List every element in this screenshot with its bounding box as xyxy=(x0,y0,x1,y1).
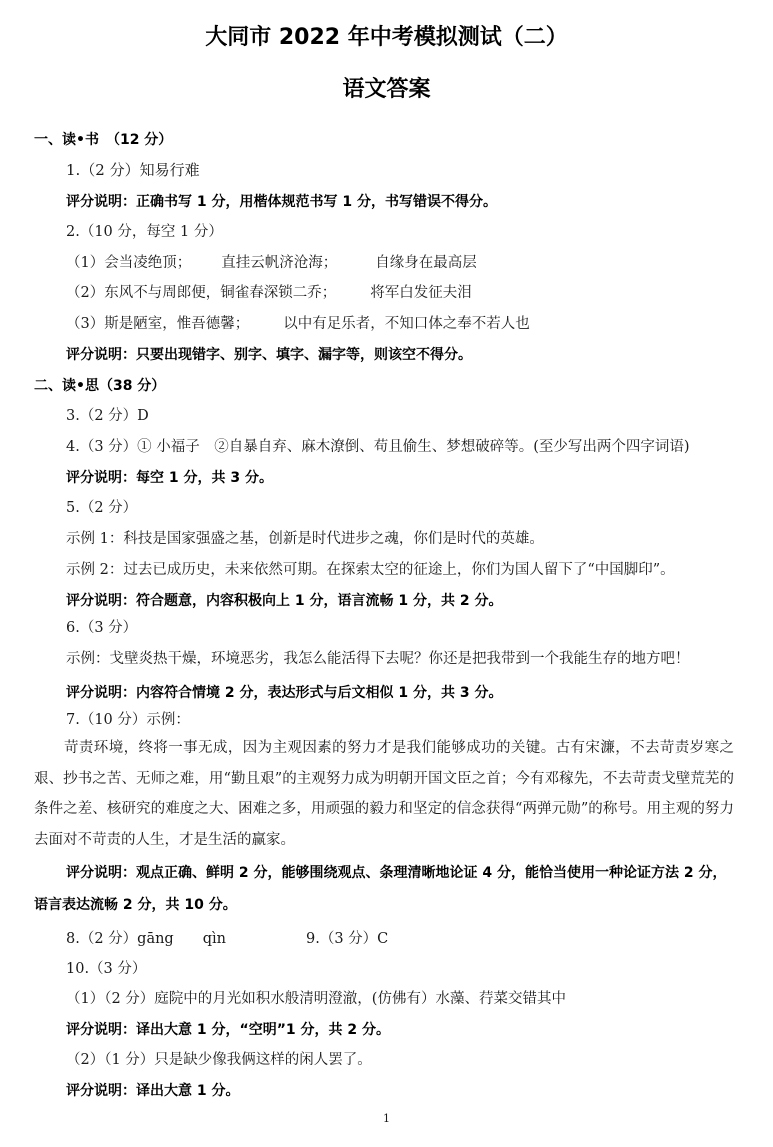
q2-1-blank-b: 直挂云帆济沧海； xyxy=(221,255,338,271)
q3-answer: 3.（2 分）D xyxy=(66,408,149,424)
q5-scoring-note: 评分说明：符合题意，内容积极向上 1 分，语言流畅 1 分，共 2 分。 xyxy=(66,593,503,609)
q10-part-1-scoring-note: 评分说明：译出大意 1 分，“空明”1 分，共 2 分。 xyxy=(66,1022,390,1038)
q6-scoring-note: 评分说明：内容符合情境 2 分，表达形式与后文相似 1 分，共 3 分。 xyxy=(66,685,503,701)
q5-example-2: 示例 2：过去已成历史，未来依然可期。在探索太空的征途上，你们为国人留下了“中国脚印”。 xyxy=(66,562,675,578)
q8-answer: 8.（2 分）gāng qìn xyxy=(66,931,226,947)
q2-line-1 xyxy=(66,253,477,273)
q2-scoring-note: 评分说明：只要出现错字、别字、填字、漏字等，则该空不得分。 xyxy=(66,347,472,363)
q8-q9-row xyxy=(66,929,388,949)
q5-header: 5.（2 分） xyxy=(66,500,138,516)
q2-line-2 xyxy=(66,283,472,303)
q9-answer: 9.（3 分）C xyxy=(305,931,389,947)
q2-1-blank-c: 自缘身在最高层 xyxy=(375,255,477,271)
page-subtitle: 语文答案 xyxy=(342,77,431,102)
page-number: 1 xyxy=(383,1112,390,1125)
q10-part-2-scoring-note: 评分说明：译出大意 1 分。 xyxy=(66,1083,240,1099)
q4-scoring-note: 评分说明：每空 1 分，共 3 分。 xyxy=(66,470,273,486)
q2-1-blank-a: （1）会当凌绝顶； xyxy=(66,255,192,271)
q2-2-blank-b: 将军白发征夫泪 xyxy=(370,285,472,301)
q5-example-1: 示例 1：科技是国家强盛之基，创新是时代进步之魂，你们是时代的英雄。 xyxy=(66,531,544,547)
q1-scoring-note: 评分说明：正确书写 1 分，用楷体规范书写 1 分，书写错误不得分。 xyxy=(66,194,497,210)
q10-header: 10.（3 分） xyxy=(66,961,147,977)
q7-header: 7.（10 分）示例： xyxy=(66,712,190,728)
q7-sample-essay: 苛责环境，终将一事无成，因为主观因素的努力才是我们能够成功的关键。古有宋濂，不去苛责岁寒之艰、抄书之苦、无师之难，用“勤且艰”的主观努力成为明朝开国文臣之首；今有邓稼先，不去苛责戈壁荒芜的条件之差、核研究的难度之大、困难之多，用顽强的毅力和坚定的信念获得“两弹元勋”的称号。用主观的努力去面对不苛责的人生，才是生活的赢家。 xyxy=(34,740,734,848)
q2-header: 2.（10 分，每空 1 分） xyxy=(66,224,223,240)
q2-3-blank-b: 以中有足乐者，不知口体之奉不若人也 xyxy=(283,316,530,332)
section-1-heading: 一、读•书 （12 分） xyxy=(34,132,173,148)
section-2-heading: 二、读•思（38 分） xyxy=(34,378,166,394)
page-title: 大同市 2022 年中考模拟测试（二） xyxy=(205,25,568,50)
q2-3-blank-a: （3）斯是陋室，惟吾德馨； xyxy=(66,316,250,332)
q6-example: 示例：戈壁炎热干燥，环境恶劣，我怎么能活得下去呢？你还是把我带到一个我能生存的地方吧！ xyxy=(66,651,690,667)
q10-part-2: （2）（1 分）只是缺少像我俩这样的闲人罢了。 xyxy=(66,1052,372,1068)
q2-2-blank-a: （2）东风不与周郎便，铜雀春深锁二乔； xyxy=(66,285,337,301)
q4-answer: 4.（3 分）① 小福子 ②自暴自弃、麻木潦倒、苟且偷生、梦想破碎等。(至少写出两个四字词语) xyxy=(66,439,690,455)
q2-line-3 xyxy=(66,314,530,334)
q10-part-1: （1）（2 分）庭院中的月光如积水般清明澄澈，(仿佛有）水藻、荇菜交错其中 xyxy=(66,991,566,1007)
q6-header: 6.（3 分） xyxy=(66,620,138,636)
q1-answer: 1.（2 分）知易行难 xyxy=(66,161,200,179)
q7-scoring-note: 评分说明：观点正确、鲜明 2 分，能够围绕观点、条理清晰地论证 4 分，能恰当使用一种论证方法 2 分，语言表达流畅 2 分，共 10 分。 xyxy=(34,865,727,913)
